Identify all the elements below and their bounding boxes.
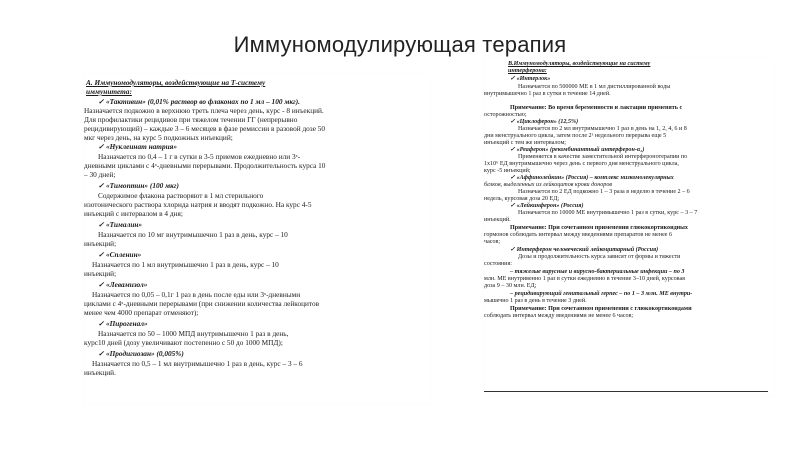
- left-heading: А. Иммуномодуляторы, воздействующие на Т-систему: [86, 78, 266, 87]
- left-text-line: – 30 дней;: [84, 170, 116, 179]
- right-text-line: осторожностью;: [484, 112, 527, 118]
- right-text-line: гормонов соблюдать интервал между введениями препаратов не менее 6: [484, 232, 673, 238]
- right-heading-cont: интерферона:: [508, 68, 547, 74]
- right-text-line: – тяжелые вирусные и вирусно-бактериальные инфекции – по 3: [510, 269, 685, 275]
- left-text-line: Назначается по 0,5 – 1 мл внутримышечно 1 раз в день, курс – 3 – 6: [92, 359, 303, 368]
- right-text-line: ✓ «Аффинолейкин» (Россия) – комплекс низкомолекулярных: [510, 175, 674, 181]
- right-text-line: Дозы и продолжительность курса зависят от формы и тяжести: [518, 254, 681, 260]
- left-text-line: ✓ «Тималин»: [98, 220, 143, 229]
- right-text-line: ✓ «Лейкинферон» (Россия): [510, 203, 584, 209]
- left-text-line: Назначается по 0,4 – 1 г в сутки в 3-5 приемов ежедневно или 3ˣ-: [98, 152, 301, 161]
- right-text-line: Примечание: Во время беременности и лактации применять с: [510, 105, 683, 111]
- right-text-line: инъекций с тем же интервалом;: [484, 140, 566, 146]
- left-text-line: изотонического раствора хлорида натрия и вводят подкожно. На курс 4-5: [84, 200, 312, 209]
- right-text-line: ✓ «Циклоферон» (12,5%): [510, 119, 579, 125]
- right-text-line: мышечно 1 раз в день в течение 3 дней.: [484, 298, 587, 304]
- left-text-line: циклами с 4ˣ-дневными перерывами (при снижении количества лейкоцитов: [84, 299, 320, 308]
- right-text-line: курс -5 инъекций;: [484, 168, 531, 174]
- right-text-line: Примечание: При сочетанном применении с глюкокортикоидами: [510, 306, 692, 312]
- right-text-line: Назначается по 2 ЕД подкожно 1 – 3 раза в неделю в течение 2 – 6: [518, 189, 690, 195]
- left-text-line: инъекций.: [84, 368, 116, 377]
- left-text-line: рецидивирующий) – каждые 3 – 6 месяцев в фазе ремиссии в разовой дозе 50: [84, 124, 326, 133]
- right-text-line: белков, выделенных из лейкоцитов крови доноров: [484, 182, 613, 188]
- left-text-line: Назначается по 10 мг внутримышечно 1 раз в день, курс – 10: [98, 230, 288, 239]
- right-text-line: инъекций.: [484, 217, 511, 223]
- left-text-line: менее чем 4000 препарат отменяют);: [84, 308, 199, 317]
- right-text-line: соблюдать интервал между введениями не менее 6 часов;: [484, 313, 634, 319]
- left-heading-cont: иммунитета:: [86, 87, 132, 96]
- left-text-line: ✓ «Спленин»: [98, 250, 142, 259]
- right-text-line: Назначается по 10000 МЕ внутримышечно 1 раз в сутки, курс – 3 – 7: [518, 210, 698, 216]
- left-text-line: инъекций с интервалом в 4 дня;: [84, 209, 183, 218]
- left-text-line: Назначается подкожно в верхнюю треть плеча через день, курс - 8 инъекций.: [84, 106, 324, 115]
- right-text-line: Назначается по 500000 МЕ в 1 мл дистиллированной воды: [518, 84, 671, 90]
- bottom-rule: [484, 391, 768, 392]
- left-text-line: мкг через день, на курс 5 подкожных инъекций;: [84, 133, 233, 142]
- right-text-line: состояния:: [484, 261, 512, 267]
- left-text-line: дневными циклами с 4ˣ-дневными перерывами. Продолжительность курса 10: [84, 161, 326, 170]
- left-text-line: Назначается по 0,05 – 0,1г 1 раз в день после еды или 3ˣ-дневными: [92, 290, 301, 299]
- right-text-line: часов;: [484, 239, 501, 245]
- right-text-line: ✓ «Интерлок»: [510, 76, 551, 82]
- left-text-line: ✓ «Нуклеинат натрия»: [98, 142, 178, 151]
- right-text-line: доза 9 – 30 млн. ЕД;: [484, 283, 537, 289]
- left-text-line: Для профилактики рецидивов при тяжелом течении ГГ (непрерывно: [84, 115, 298, 124]
- right-document-scan: [484, 58, 774, 395]
- right-text-line: ✓ Интерферон человеческий лейкоцитарный (Россия): [510, 247, 659, 253]
- left-text-line: ✓ «Пирогенал»: [98, 319, 148, 328]
- right-text-line: 1х10⁶ ЕД внутримышечно через день с первого дня менструального цикла,: [484, 161, 679, 167]
- left-text-line: ✓ «Тактивин» (0,01% раствор во флаконах по 1 мл – 100 мкг).: [98, 97, 300, 106]
- right-text-line: – рецидивирующий генитальный герпес – по 1 – 3 млн. МЕ внутри-: [510, 291, 693, 297]
- left-text-line: курс10 дней (дозу увеличивают постепенно с 50 до 1000 МПД);: [84, 338, 283, 347]
- left-text-line: Содержимое флакона растворяют в 1 мл стерильного: [98, 191, 264, 200]
- right-text-line: ✓ «Реаферон» (рекомбинантный интерферон-α₂): [510, 147, 645, 153]
- right-text-line: млн. МЕ внутривенно 1 раз в сутки ежедневно в течение 3–10 дней, курсовая: [484, 276, 685, 282]
- left-text-line: инъекций;: [84, 239, 117, 248]
- right-text-line: дни менструального цикла, затем после 2ˣ недельного перерыва еще 5: [484, 133, 667, 139]
- right-text-line: Назначается по 2 мл внутримышечно 1 раз в день на 1, 2, 4, 6 и 8: [518, 126, 687, 132]
- right-heading: В.Иммуномодуляторы, воздействующие на систему: [508, 61, 651, 67]
- right-text-line: внутримышечно 1 раз в сутки в течение 14 дней.: [484, 91, 611, 97]
- left-text-line: ✓ «Тимоптин» (100 мкг): [98, 181, 179, 190]
- left-text-line: ✓ «Левамизол»: [98, 280, 148, 289]
- left-text-line: Назначается по 1 мл внутримышечно 1 раз в день, курс – 10: [92, 260, 279, 269]
- slide-title: Иммуномодулирующая терапия: [233, 32, 567, 57]
- right-text-line: Примечание: При сочетанном применении глюкокортикоидных: [510, 225, 688, 231]
- left-text-line: инъекций;: [84, 269, 117, 278]
- right-text-line: недель, курсовая доза 20 ЕД;: [484, 196, 560, 202]
- left-text-line: ✓ «Продигиозан» (0,005%): [98, 349, 184, 358]
- left-text-line: Назначается по 50 – 1000 МПД внутримышечно 1 раз в день,: [98, 329, 289, 338]
- left-document-scan: [84, 74, 430, 404]
- right-text-line: Применяется в качестве заместительной интерферонотерапии по: [518, 154, 688, 160]
